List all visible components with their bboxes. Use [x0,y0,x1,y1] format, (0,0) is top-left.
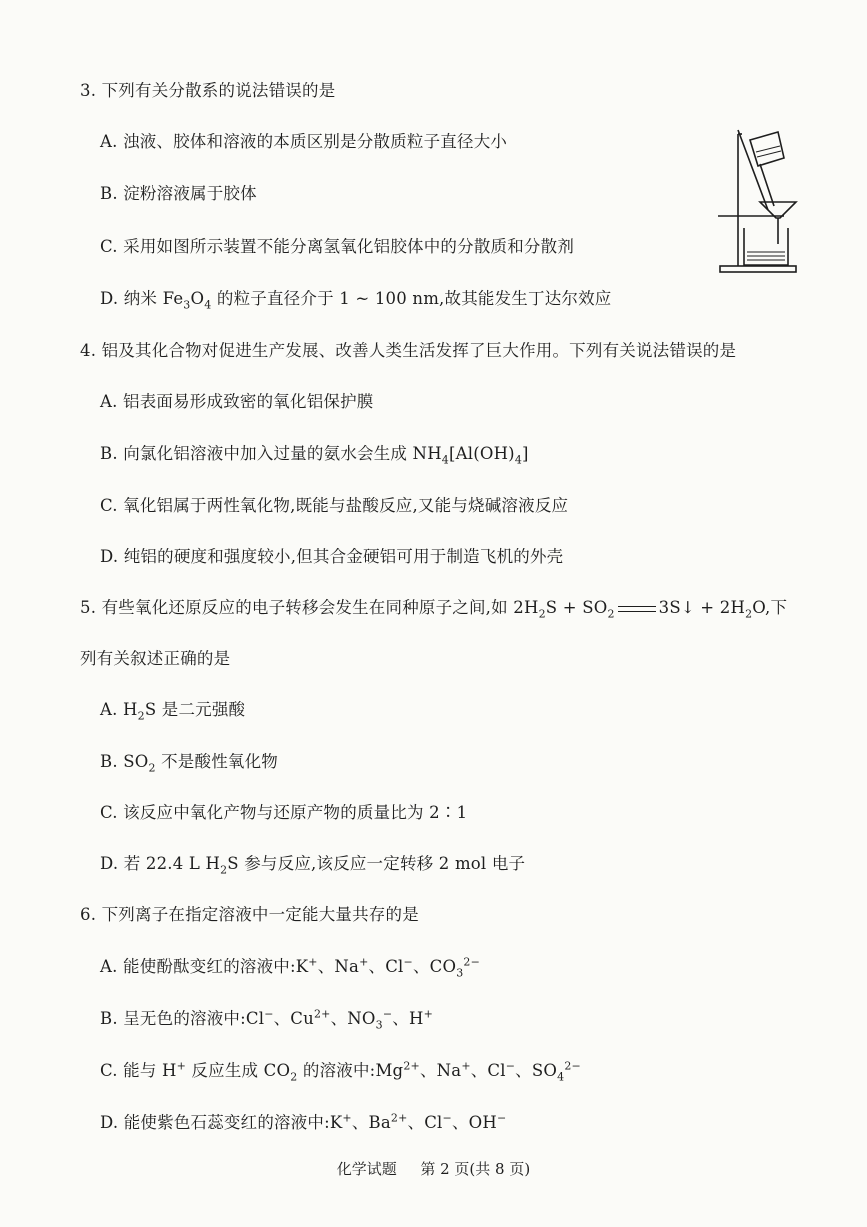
question-5-stem: 5. 有些氧化还原反应的电子转移会发生在同种原子之间,如 $2H_2S + SO_2$ 3S↓ + $2H_2O$,下 [80,598,788,621]
question-6-stem: 6. 下列离子在指定溶液中一定能大量共存的是 [80,905,419,924]
q5-option-a: A. $H_2S$ 是二元强酸 [100,700,246,723]
q4-option-a: A. 铝表面易形成致密的氧化铝保护膜 [100,392,374,411]
q6-option-a: A. 能使酚酞变红的溶液中:K+、Na+、Cl−、$CO_3^{2-}$ [100,955,481,980]
q4-option-d: D. 纯铝的硬度和强度较小,但其合金硬铝可用于制造飞机的外壳 [100,547,564,566]
q5-option-b: B. $SO_2$ 不是酸性氧化物 [100,752,279,775]
page-footer [0,1158,867,1179]
equals-sign-icon [618,606,656,612]
footer-subject: 化学试题 [336,1160,397,1178]
q4-option-c: C. 氧化铝属于两性氧化物,既能与盐酸反应,又能与烧碱溶液反应 [100,496,569,515]
q3-option-b: B. 淀粉溶液属于胶体 [100,184,257,203]
q6-option-b: B. 呈无色的溶液中:Cl−、$Cu^{2+}$、$NO_3^-$、H+ [100,1007,434,1032]
question-4-stem: 4. 铝及其化合物对促进生产发展、改善人类生活发挥了巨大作用。下列有关说法错误的是 [80,341,737,360]
q3-option-a: A. 浊液、胶体和溶液的本质区别是分散质粒子直径大小 [100,132,508,151]
question-5-stem-cont: 列有关叙述正确的是 [80,649,231,668]
q5-option-d: D. 若 22.4 L $H_2S$ 参与反应,该反应一定转移 2 mol 电子 [100,854,526,877]
q3-option-c: C. 采用如图所示装置不能分离氢氧化铝胶体中的分散质和分散剂 [100,237,575,256]
q6-option-d: D. 能使紫色石蕊变红的溶液中:K+、$Ba^{2+}$、Cl−、OH− [100,1111,507,1132]
q5-option-c: C. 该反应中氧化产物与还原产物的质量比为 2∶1 [100,803,468,822]
q3-option-d: D. 纳米 $Fe_3O_4$ 的粒子直径介于 1 ~ 100 nm,故其能发生丁达尔效应 [100,289,612,312]
footer-page-number: 第 2 页(共 8 页) [420,1160,531,1178]
question-3-stem: 3. 下列有关分散系的说法错误的是 [80,81,336,100]
filtration-apparatus-icon [716,128,816,274]
q4-option-b: B. 向氯化铝溶液中加入过量的氨水会生成 $NH_4[Al(OH)_4]$ [100,444,529,467]
q6-option-c: C. 能与 H+ 反应生成 $CO_2$ 的溶液中$:Mg^{2+}$、Na+、Cl−、$SO_4^{2-}$ [100,1059,581,1084]
